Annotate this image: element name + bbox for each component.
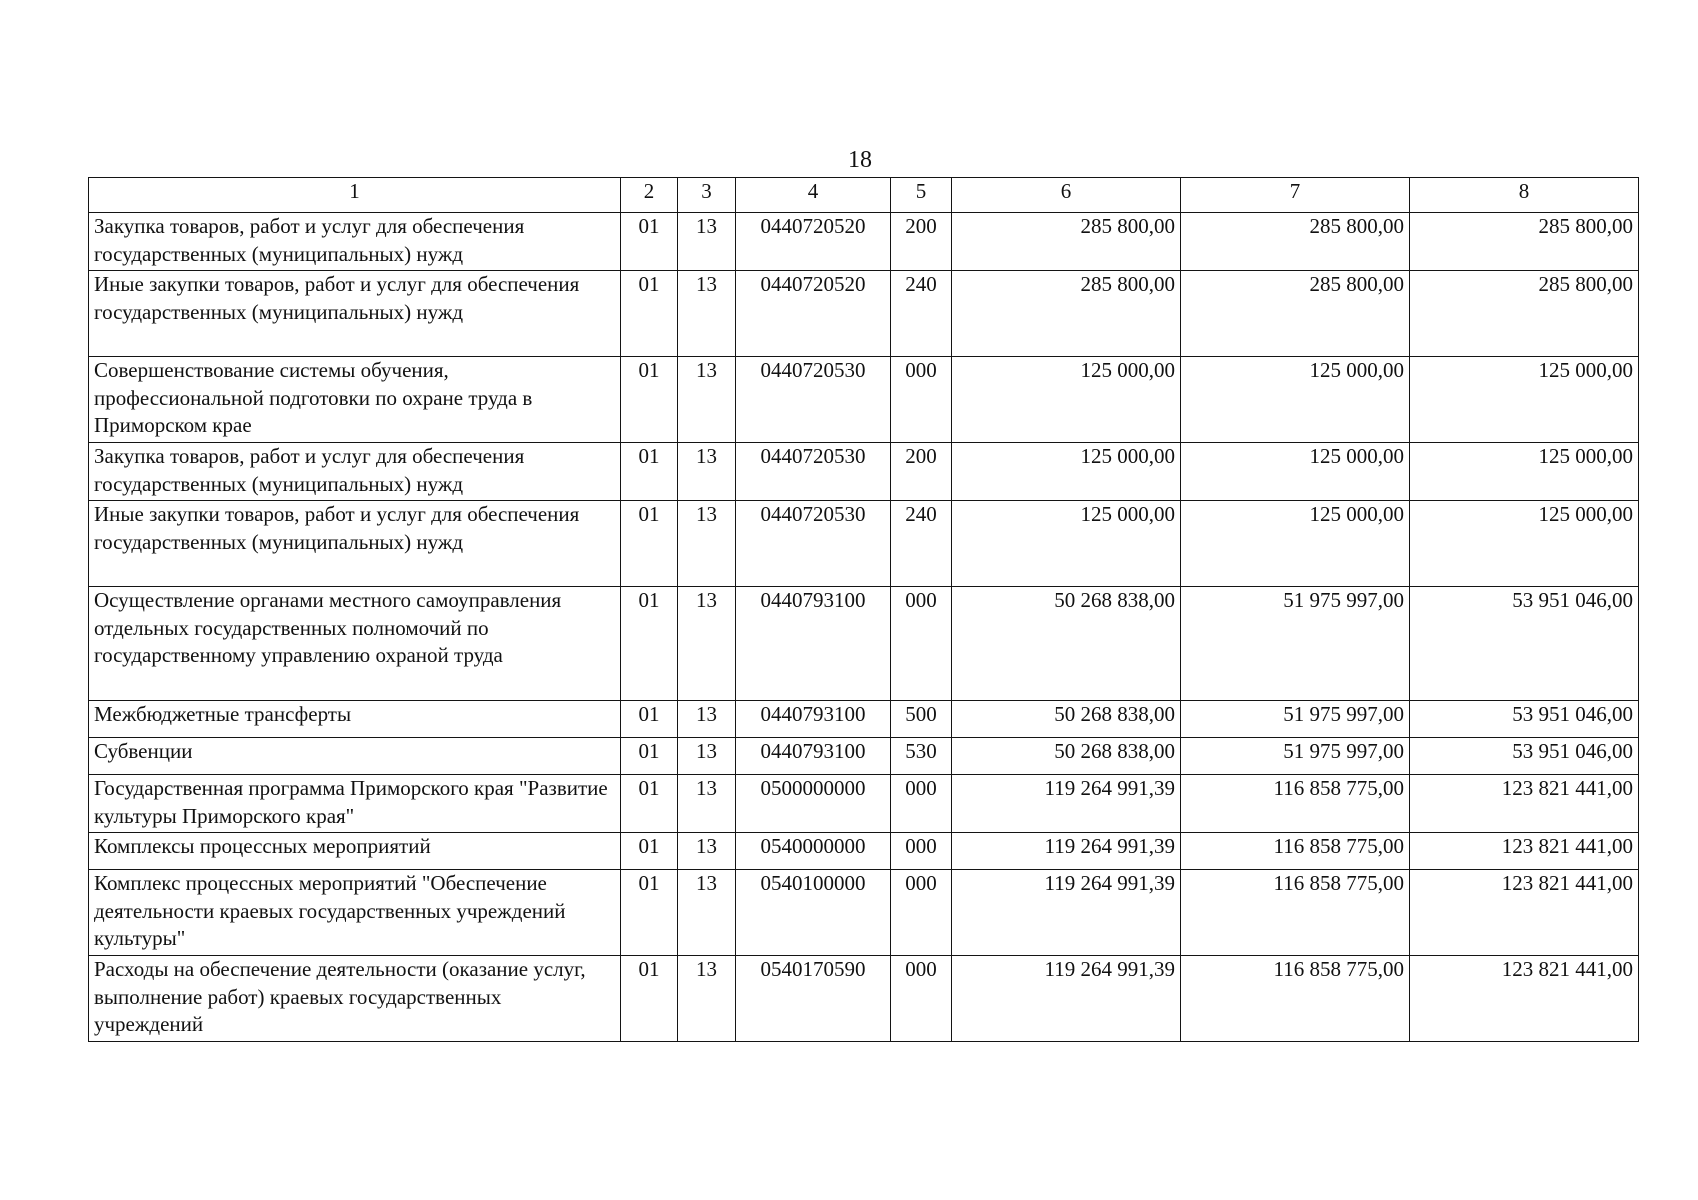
subsection-code: 13 bbox=[678, 701, 736, 738]
amount-year-2: 51 975 997,00 bbox=[1181, 701, 1410, 738]
target-article-code: 0540000000 bbox=[736, 833, 891, 870]
column-header: 7 bbox=[1181, 178, 1410, 213]
amount-year-2: 116 858 775,00 bbox=[1181, 833, 1410, 870]
expense-type-code: 500 bbox=[891, 701, 952, 738]
column-header: 4 bbox=[736, 178, 891, 213]
subsection-code: 13 bbox=[678, 443, 736, 501]
amount-year-2: 125 000,00 bbox=[1181, 501, 1410, 587]
table-row bbox=[89, 870, 1639, 956]
expense-type-code: 530 bbox=[891, 738, 952, 775]
subsection-code: 13 bbox=[678, 956, 736, 1042]
subsection-code: 13 bbox=[678, 870, 736, 956]
subsection-code: 13 bbox=[678, 775, 736, 833]
expenditure-name: Субвенции bbox=[89, 738, 621, 775]
amount-year-1: 50 268 838,00 bbox=[952, 701, 1181, 738]
amount-year-2: 116 858 775,00 bbox=[1181, 775, 1410, 833]
column-number-header bbox=[89, 178, 1639, 213]
expense-type-code: 000 bbox=[891, 587, 952, 701]
amount-year-2: 51 975 997,00 bbox=[1181, 587, 1410, 701]
section-code: 01 bbox=[621, 775, 678, 833]
section-code: 01 bbox=[621, 833, 678, 870]
section-code: 01 bbox=[621, 501, 678, 587]
column-header: 3 bbox=[678, 178, 736, 213]
column-header: 2 bbox=[621, 178, 678, 213]
expenditure-name: Иные закупки товаров, работ и услуг для обеспечения государственных (муниципальных) нужд bbox=[89, 271, 621, 357]
table-row bbox=[89, 587, 1639, 701]
expense-type-code: 000 bbox=[891, 870, 952, 956]
amount-year-1: 285 800,00 bbox=[952, 271, 1181, 357]
expense-type-code: 000 bbox=[891, 775, 952, 833]
table-row bbox=[89, 213, 1639, 271]
table-row bbox=[89, 833, 1639, 870]
amount-year-1: 125 000,00 bbox=[952, 357, 1181, 443]
expense-type-code: 000 bbox=[891, 833, 952, 870]
table-row bbox=[89, 738, 1639, 775]
table-row bbox=[89, 271, 1639, 357]
expense-type-code: 000 bbox=[891, 956, 952, 1042]
target-article-code: 0440793100 bbox=[736, 738, 891, 775]
amount-year-1: 50 268 838,00 bbox=[952, 738, 1181, 775]
amount-year-3: 53 951 046,00 bbox=[1410, 587, 1639, 701]
subsection-code: 13 bbox=[678, 738, 736, 775]
expenditure-name: Комплексы процессных мероприятий bbox=[89, 833, 621, 870]
expenditure-name: Межбюджетные трансферты bbox=[89, 701, 621, 738]
amount-year-3: 125 000,00 bbox=[1410, 357, 1639, 443]
expense-type-code: 240 bbox=[891, 501, 952, 587]
amount-year-1: 119 264 991,39 bbox=[952, 833, 1181, 870]
amount-year-2: 285 800,00 bbox=[1181, 271, 1410, 357]
amount-year-2: 285 800,00 bbox=[1181, 213, 1410, 271]
amount-year-1: 119 264 991,39 bbox=[952, 775, 1181, 833]
subsection-code: 13 bbox=[678, 357, 736, 443]
amount-year-2: 51 975 997,00 bbox=[1181, 738, 1410, 775]
expense-type-code: 200 bbox=[891, 443, 952, 501]
section-code: 01 bbox=[621, 587, 678, 701]
amount-year-3: 123 821 441,00 bbox=[1410, 870, 1639, 956]
target-article-code: 0440720520 bbox=[736, 213, 891, 271]
amount-year-3: 123 821 441,00 bbox=[1410, 956, 1639, 1042]
expenditure-name: Осуществление органами местного самоуправления отдельных государственных полномочий по государственному управлению охраной труда bbox=[89, 587, 621, 701]
expense-type-code: 200 bbox=[891, 213, 952, 271]
column-header: 6 bbox=[952, 178, 1181, 213]
section-code: 01 bbox=[621, 956, 678, 1042]
section-code: 01 bbox=[621, 701, 678, 738]
table-row bbox=[89, 357, 1639, 443]
expense-type-code: 000 bbox=[891, 357, 952, 443]
amount-year-3: 123 821 441,00 bbox=[1410, 833, 1639, 870]
page-number: 18 bbox=[848, 147, 872, 173]
section-code: 01 bbox=[621, 870, 678, 956]
budget-table bbox=[88, 177, 1639, 1042]
amount-year-3: 285 800,00 bbox=[1410, 271, 1639, 357]
amount-year-3: 123 821 441,00 bbox=[1410, 775, 1639, 833]
section-code: 01 bbox=[621, 271, 678, 357]
table-row bbox=[89, 775, 1639, 833]
expenditure-name: Комплекс процессных мероприятий "Обеспечение деятельности краевых государственных учреждений культуры" bbox=[89, 870, 621, 956]
subsection-code: 13 bbox=[678, 213, 736, 271]
amount-year-1: 50 268 838,00 bbox=[952, 587, 1181, 701]
table-row bbox=[89, 956, 1639, 1042]
amount-year-3: 125 000,00 bbox=[1410, 443, 1639, 501]
section-code: 01 bbox=[621, 357, 678, 443]
amount-year-2: 116 858 775,00 bbox=[1181, 956, 1410, 1042]
table-body bbox=[89, 213, 1639, 1042]
table-row bbox=[89, 701, 1639, 738]
target-article-code: 0540170590 bbox=[736, 956, 891, 1042]
table-row bbox=[89, 443, 1639, 501]
target-article-code: 0440720520 bbox=[736, 271, 891, 357]
expenditure-name: Закупка товаров, работ и услуг для обеспечения государственных (муниципальных) нужд bbox=[89, 443, 621, 501]
column-header: 5 bbox=[891, 178, 952, 213]
subsection-code: 13 bbox=[678, 587, 736, 701]
target-article-code: 0440720530 bbox=[736, 443, 891, 501]
expenditure-name: Совершенствование системы обучения, профессиональной подготовки по охране труда в Приморском крае bbox=[89, 357, 621, 443]
amount-year-1: 285 800,00 bbox=[952, 213, 1181, 271]
table-row bbox=[89, 501, 1639, 587]
subsection-code: 13 bbox=[678, 833, 736, 870]
expenditure-name: Государственная программа Приморского края "Развитие культуры Приморского края" bbox=[89, 775, 621, 833]
subsection-code: 13 bbox=[678, 271, 736, 357]
column-header: 1 bbox=[89, 178, 621, 213]
expenditure-name: Иные закупки товаров, работ и услуг для обеспечения государственных (муниципальных) нужд bbox=[89, 501, 621, 587]
amount-year-3: 285 800,00 bbox=[1410, 213, 1639, 271]
target-article-code: 0440720530 bbox=[736, 357, 891, 443]
amount-year-2: 116 858 775,00 bbox=[1181, 870, 1410, 956]
amount-year-3: 125 000,00 bbox=[1410, 501, 1639, 587]
amount-year-1: 125 000,00 bbox=[952, 443, 1181, 501]
target-article-code: 0500000000 bbox=[736, 775, 891, 833]
target-article-code: 0440720530 bbox=[736, 501, 891, 587]
section-code: 01 bbox=[621, 213, 678, 271]
amount-year-3: 53 951 046,00 bbox=[1410, 701, 1639, 738]
amount-year-1: 125 000,00 bbox=[952, 501, 1181, 587]
amount-year-2: 125 000,00 bbox=[1181, 443, 1410, 501]
section-code: 01 bbox=[621, 738, 678, 775]
subsection-code: 13 bbox=[678, 501, 736, 587]
amount-year-1: 119 264 991,39 bbox=[952, 870, 1181, 956]
target-article-code: 0440793100 bbox=[736, 587, 891, 701]
column-header: 8 bbox=[1410, 178, 1639, 213]
amount-year-3: 53 951 046,00 bbox=[1410, 738, 1639, 775]
amount-year-2: 125 000,00 bbox=[1181, 357, 1410, 443]
expense-type-code: 240 bbox=[891, 271, 952, 357]
amount-year-1: 119 264 991,39 bbox=[952, 956, 1181, 1042]
expenditure-name: Закупка товаров, работ и услуг для обеспечения государственных (муниципальных) нужд bbox=[89, 213, 621, 271]
section-code: 01 bbox=[621, 443, 678, 501]
target-article-code: 0540100000 bbox=[736, 870, 891, 956]
target-article-code: 0440793100 bbox=[736, 701, 891, 738]
expenditure-name: Расходы на обеспечение деятельности (оказание услуг, выполнение работ) краевых государственных учреждений bbox=[89, 956, 621, 1042]
